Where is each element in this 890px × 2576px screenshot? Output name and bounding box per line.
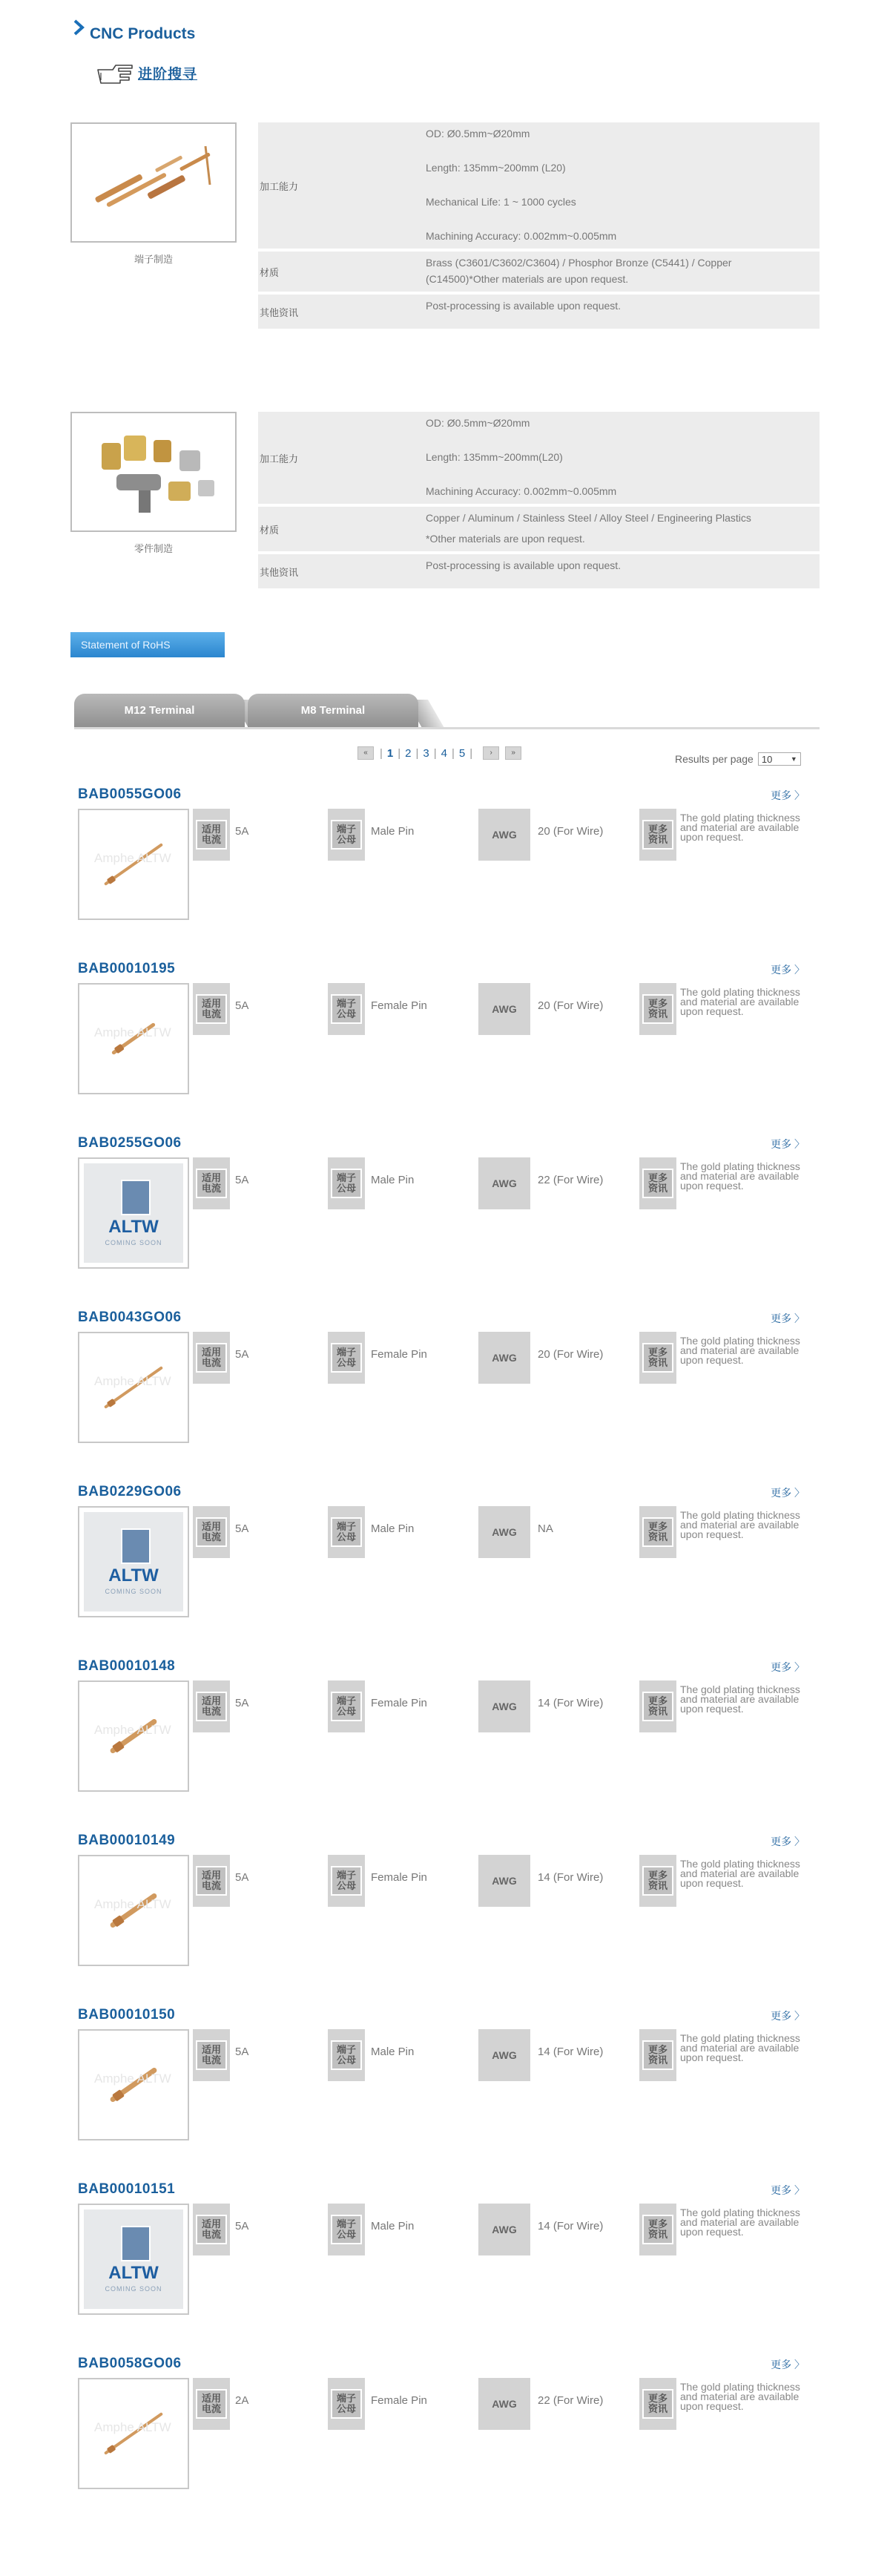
row-label: 材质 [260, 266, 280, 278]
current-rating-value: 5A [235, 2046, 249, 2058]
awg-value: 20 (For Wire) [538, 999, 604, 1012]
more-link[interactable]: 更多 〉 [771, 789, 805, 801]
capability-row-other [258, 554, 820, 588]
more-link[interactable]: 更多 〉 [771, 1487, 805, 1499]
product-note: The gold plating thickness and material are available upon request. [680, 1683, 800, 1715]
page-separator: | [415, 746, 419, 760]
gender-icon: 端子公母 [328, 2378, 365, 2430]
current-rating-icon: 适用电流 [193, 1332, 230, 1384]
gender-value: Male Pin [371, 2046, 415, 2058]
next-page-button[interactable]: › [483, 746, 499, 760]
advanced-search-label[interactable]: 进阶搜寻 [138, 66, 198, 82]
current-rating-icon: 适用电流 [193, 2378, 230, 2430]
row-label: 加工能力 [260, 180, 299, 192]
product-image[interactable] [78, 1157, 189, 1269]
page-separator: | [452, 746, 455, 760]
awg-icon: AWG [478, 1506, 530, 1558]
current-rating-value: 5A [235, 1522, 249, 1535]
current-rating-value: 5A [235, 1871, 249, 1884]
awg-icon: AWG [478, 983, 530, 1035]
more-link[interactable]: 更多 〉 [771, 1661, 805, 1673]
gender-value: Female Pin [371, 2394, 427, 2407]
watermark: Amphe ALTW [94, 2420, 171, 2434]
page-4-link[interactable]: 4 [441, 746, 447, 760]
capability-row-material [258, 507, 820, 551]
product-code-link[interactable]: BAB0055GO06 [78, 786, 182, 802]
awg-value: 20 (For Wire) [538, 1348, 604, 1361]
page-separator: | [398, 746, 401, 760]
current-rating-icon: 适用电流 [193, 809, 230, 861]
row-value: (C14500)*Other materials are upon request. [426, 273, 629, 285]
product-row [78, 1484, 820, 1647]
current-rating-icon: 适用电流 [193, 2029, 230, 2081]
placeholder-subtext: COMING SOON [105, 1239, 162, 1246]
product-note: The gold plating thickness and material are available upon request. [680, 1335, 800, 1366]
awg-value: 22 (For Wire) [538, 1174, 604, 1186]
more-link[interactable]: 更多 〉 [771, 2010, 805, 2022]
product-code-link[interactable]: BAB0229GO06 [78, 1484, 182, 1499]
capability-row-processing [258, 412, 820, 504]
page-title: CNC Products [90, 25, 196, 42]
current-rating-value: 5A [235, 999, 249, 1012]
capability-row-other [258, 295, 820, 329]
gender-value: Male Pin [371, 1522, 415, 1535]
more-link[interactable]: 更多 〉 [771, 2184, 805, 2196]
watermark: Amphe ALTW [94, 1897, 171, 1911]
results-per-page [675, 752, 801, 766]
more-info-icon: 更多资讯 [639, 1506, 676, 1558]
current-rating-icon: 适用电流 [193, 2204, 230, 2255]
product-image[interactable] [78, 983, 189, 1094]
watermark: Amphe ALTW [94, 851, 171, 865]
current-rating-icon: 适用电流 [193, 1855, 230, 1907]
gender-icon: 端子公母 [328, 1332, 365, 1384]
awg-value: 22 (For Wire) [538, 2394, 604, 2407]
tab-m8-terminal[interactable]: M8 Terminal [248, 694, 418, 728]
row-label: 其他资讯 [260, 306, 299, 318]
gender-value: Female Pin [371, 1348, 427, 1361]
coming-soon-placeholder [84, 1512, 183, 1611]
page-separator: | [380, 746, 383, 760]
current-rating-value: 5A [235, 1697, 249, 1709]
row-value: OD: Ø0.5mm~Ø20mm [426, 128, 530, 139]
results-per-page-select[interactable] [758, 752, 801, 766]
product-row [78, 2356, 820, 2519]
row-label: 加工能力 [260, 453, 299, 464]
row-value: Post-processing is available upon request. [426, 559, 622, 571]
product-code-link[interactable]: BAB00010148 [78, 1658, 176, 1674]
gender-icon: 端子公母 [328, 2029, 365, 2081]
product-image[interactable] [78, 809, 189, 920]
awg-value: 20 (For Wire) [538, 825, 604, 838]
gender-icon: 端子公母 [328, 1680, 365, 1732]
product-row [78, 1310, 820, 1473]
tab-m12-terminal[interactable]: M12 Terminal [74, 694, 245, 728]
more-link[interactable]: 更多 〉 [771, 1836, 805, 1847]
more-info-icon: 更多资讯 [639, 2204, 676, 2255]
capability-row-processing [258, 122, 820, 249]
gender-value: Male Pin [371, 1174, 415, 1186]
placeholder-subtext: COMING SOON [105, 2285, 162, 2293]
awg-value: 14 (For Wire) [538, 1697, 604, 1709]
results-per-page-value: 10 [761, 753, 773, 765]
watermark: Amphe ALTW [94, 1374, 171, 1388]
placeholder-logo-text: ALTW [108, 1217, 159, 1237]
product-note: The gold plating thickness and material are available upon request. [680, 1858, 800, 1889]
product-note: The gold plating thickness and material are available upon request. [680, 2032, 800, 2063]
row-value: *Other materials are upon request. [426, 533, 585, 545]
awg-icon: AWG [478, 1855, 530, 1907]
product-code-link[interactable]: BAB00010195 [78, 961, 176, 976]
more-info-icon: 更多资讯 [639, 2029, 676, 2081]
product-note: The gold plating thickness and material are available upon request. [680, 986, 800, 1017]
current-rating-value: 2A [235, 2394, 249, 2407]
current-rating-icon: 适用电流 [193, 1680, 230, 1732]
more-link[interactable]: 更多 〉 [771, 1138, 805, 1150]
awg-value: NA [538, 1522, 553, 1535]
product-row [78, 1833, 820, 1996]
current-rating-value: 5A [235, 1348, 249, 1361]
more-info-icon: 更多资讯 [639, 1855, 676, 1907]
current-rating-value: 5A [235, 1174, 249, 1186]
watermark: Amphe ALTW [94, 2071, 171, 2086]
product-row [78, 2007, 820, 2170]
last-page-button[interactable]: » [505, 746, 521, 760]
chevron-right-icon [70, 19, 87, 36]
pagination [357, 746, 521, 760]
awg-icon: AWG [478, 1332, 530, 1384]
product-row [78, 961, 820, 1124]
more-info-icon: 更多资讯 [639, 1332, 676, 1384]
row-value: Post-processing is available upon request. [426, 300, 622, 312]
rohs-statement-button[interactable]: Statement of RoHS [70, 632, 225, 657]
awg-icon: AWG [478, 2378, 530, 2430]
awg-value: 14 (For Wire) [538, 2046, 604, 2058]
capability-table [258, 122, 820, 332]
gender-icon: 端子公母 [328, 809, 365, 861]
gender-icon: 端子公母 [328, 1855, 365, 1907]
product-image[interactable] [78, 1680, 189, 1792]
more-info-icon: 更多资讯 [639, 809, 676, 861]
product-image[interactable] [78, 1332, 189, 1443]
watermark: Amphe ALTW [94, 1723, 171, 1737]
row-label: 材质 [260, 524, 280, 536]
pointing-hand-icon [95, 59, 136, 86]
current-rating-icon: 适用电流 [193, 1157, 230, 1209]
row-value: Length: 135mm~200mm(L20) [426, 451, 563, 463]
product-image[interactable] [78, 2029, 189, 2140]
capability-table [258, 412, 820, 591]
altw-logo-icon [121, 1180, 151, 1215]
gender-value: Female Pin [371, 1871, 427, 1884]
altw-logo-icon [121, 1528, 151, 1564]
product-note: The gold plating thickness and material are available upon request. [680, 1509, 800, 1540]
row-value: Mechanical Life: 1 ~ 1000 cycles [426, 196, 576, 208]
product-image[interactable] [78, 2378, 189, 2489]
product-code-link[interactable]: BAB00010151 [78, 2181, 176, 2197]
more-info-icon: 更多资讯 [639, 1680, 676, 1732]
awg-icon: AWG [478, 2029, 530, 2081]
row-value: Copper / Aluminum / Stainless Steel / Alloy Steel / Engineering Plastics [426, 512, 751, 524]
current-rating-icon: 适用电流 [193, 1506, 230, 1558]
product-note: The gold plating thickness and material are available upon request. [680, 2207, 800, 2238]
product-row [78, 1135, 820, 1298]
awg-value: 14 (For Wire) [538, 2220, 604, 2232]
page-separator: | [469, 746, 473, 760]
product-note: The gold plating thickness and material are available upon request. [680, 2381, 800, 2412]
row-value: Brass (C3601/C3602/C3604) / Phosphor Bronze (C5441) / Copper [426, 257, 732, 269]
coming-soon-placeholder [84, 1163, 183, 1263]
advanced-search-link[interactable] [95, 59, 197, 86]
product-code-link[interactable]: BAB00010149 [78, 1833, 176, 1848]
awg-icon: AWG [478, 2204, 530, 2255]
page-3-link[interactable]: 3 [423, 746, 429, 760]
row-value: OD: Ø0.5mm~Ø20mm [426, 417, 530, 429]
placeholder-logo-text: ALTW [108, 1565, 159, 1586]
gender-icon: 端子公母 [328, 1157, 365, 1209]
gender-icon: 端子公母 [328, 2204, 365, 2255]
product-code-link[interactable]: BAB0255GO06 [78, 1135, 182, 1151]
terminal-manufacturing-image [70, 122, 237, 243]
gender-value: Female Pin [371, 999, 427, 1012]
awg-icon: AWG [478, 1680, 530, 1732]
more-link[interactable]: 更多 〉 [771, 2359, 805, 2370]
row-label: 其他资讯 [260, 566, 299, 578]
first-page-button[interactable]: « [357, 746, 374, 760]
row-value: Machining Accuracy: 0.002mm~0.005mm [426, 485, 617, 497]
chevron-down-icon: ▼ [790, 755, 797, 763]
gender-value: Male Pin [371, 825, 415, 838]
product-code-link[interactable]: BAB0058GO06 [78, 2356, 182, 2371]
product-image[interactable] [78, 1855, 189, 1966]
gender-value: Female Pin [371, 1697, 427, 1709]
page-separator: | [433, 746, 437, 760]
awg-icon: AWG [478, 1157, 530, 1209]
more-info-icon: 更多资讯 [639, 983, 676, 1035]
placeholder-logo-text: ALTW [108, 2263, 159, 2283]
awg-icon: AWG [478, 809, 530, 861]
tab-divider [74, 727, 820, 729]
gender-value: Male Pin [371, 2220, 415, 2232]
coming-soon-placeholder [84, 2209, 183, 2309]
gender-icon: 端子公母 [328, 983, 365, 1035]
product-row [78, 786, 820, 950]
current-rating-icon: 适用电流 [193, 983, 230, 1035]
current-rating-value: 5A [235, 825, 249, 838]
product-note: The gold plating thickness and material are available upon request. [680, 812, 800, 843]
more-info-icon: 更多资讯 [639, 2378, 676, 2430]
more-link[interactable]: 更多 〉 [771, 964, 805, 976]
gender-icon: 端子公母 [328, 1506, 365, 1558]
product-code-link[interactable]: BAB00010150 [78, 2007, 176, 2023]
product-row [78, 2181, 820, 2345]
placeholder-subtext: COMING SOON [105, 1588, 162, 1595]
current-rating-value: 5A [235, 2220, 249, 2232]
capability-caption: 零件制造 [134, 543, 173, 554]
page-2-link[interactable]: 2 [405, 746, 412, 760]
row-value: Length: 135mm~200mm (L20) [426, 162, 566, 174]
parts-manufacturing-image [70, 412, 237, 532]
page-1-link[interactable]: 1 [386, 746, 394, 760]
capability-caption: 端子制造 [134, 254, 173, 265]
awg-value: 14 (For Wire) [538, 1871, 604, 1884]
results-per-page-label: Results per page [675, 753, 754, 765]
product-image[interactable] [78, 1506, 189, 1617]
watermark: Amphe ALTW [94, 1025, 171, 1039]
more-link[interactable]: 更多 〉 [771, 1312, 805, 1324]
capability-row-material [258, 252, 820, 292]
page-5-link[interactable]: 5 [458, 746, 466, 760]
row-value: Machining Accuracy: 0.002mm~0.005mm [426, 230, 617, 242]
product-note: The gold plating thickness and material are available upon request. [680, 1160, 800, 1192]
product-row [78, 1658, 820, 1821]
product-image[interactable] [78, 2204, 189, 2315]
product-code-link[interactable]: BAB0043GO06 [78, 1310, 182, 1325]
more-info-icon: 更多资讯 [639, 1157, 676, 1209]
altw-logo-icon [121, 2226, 151, 2261]
